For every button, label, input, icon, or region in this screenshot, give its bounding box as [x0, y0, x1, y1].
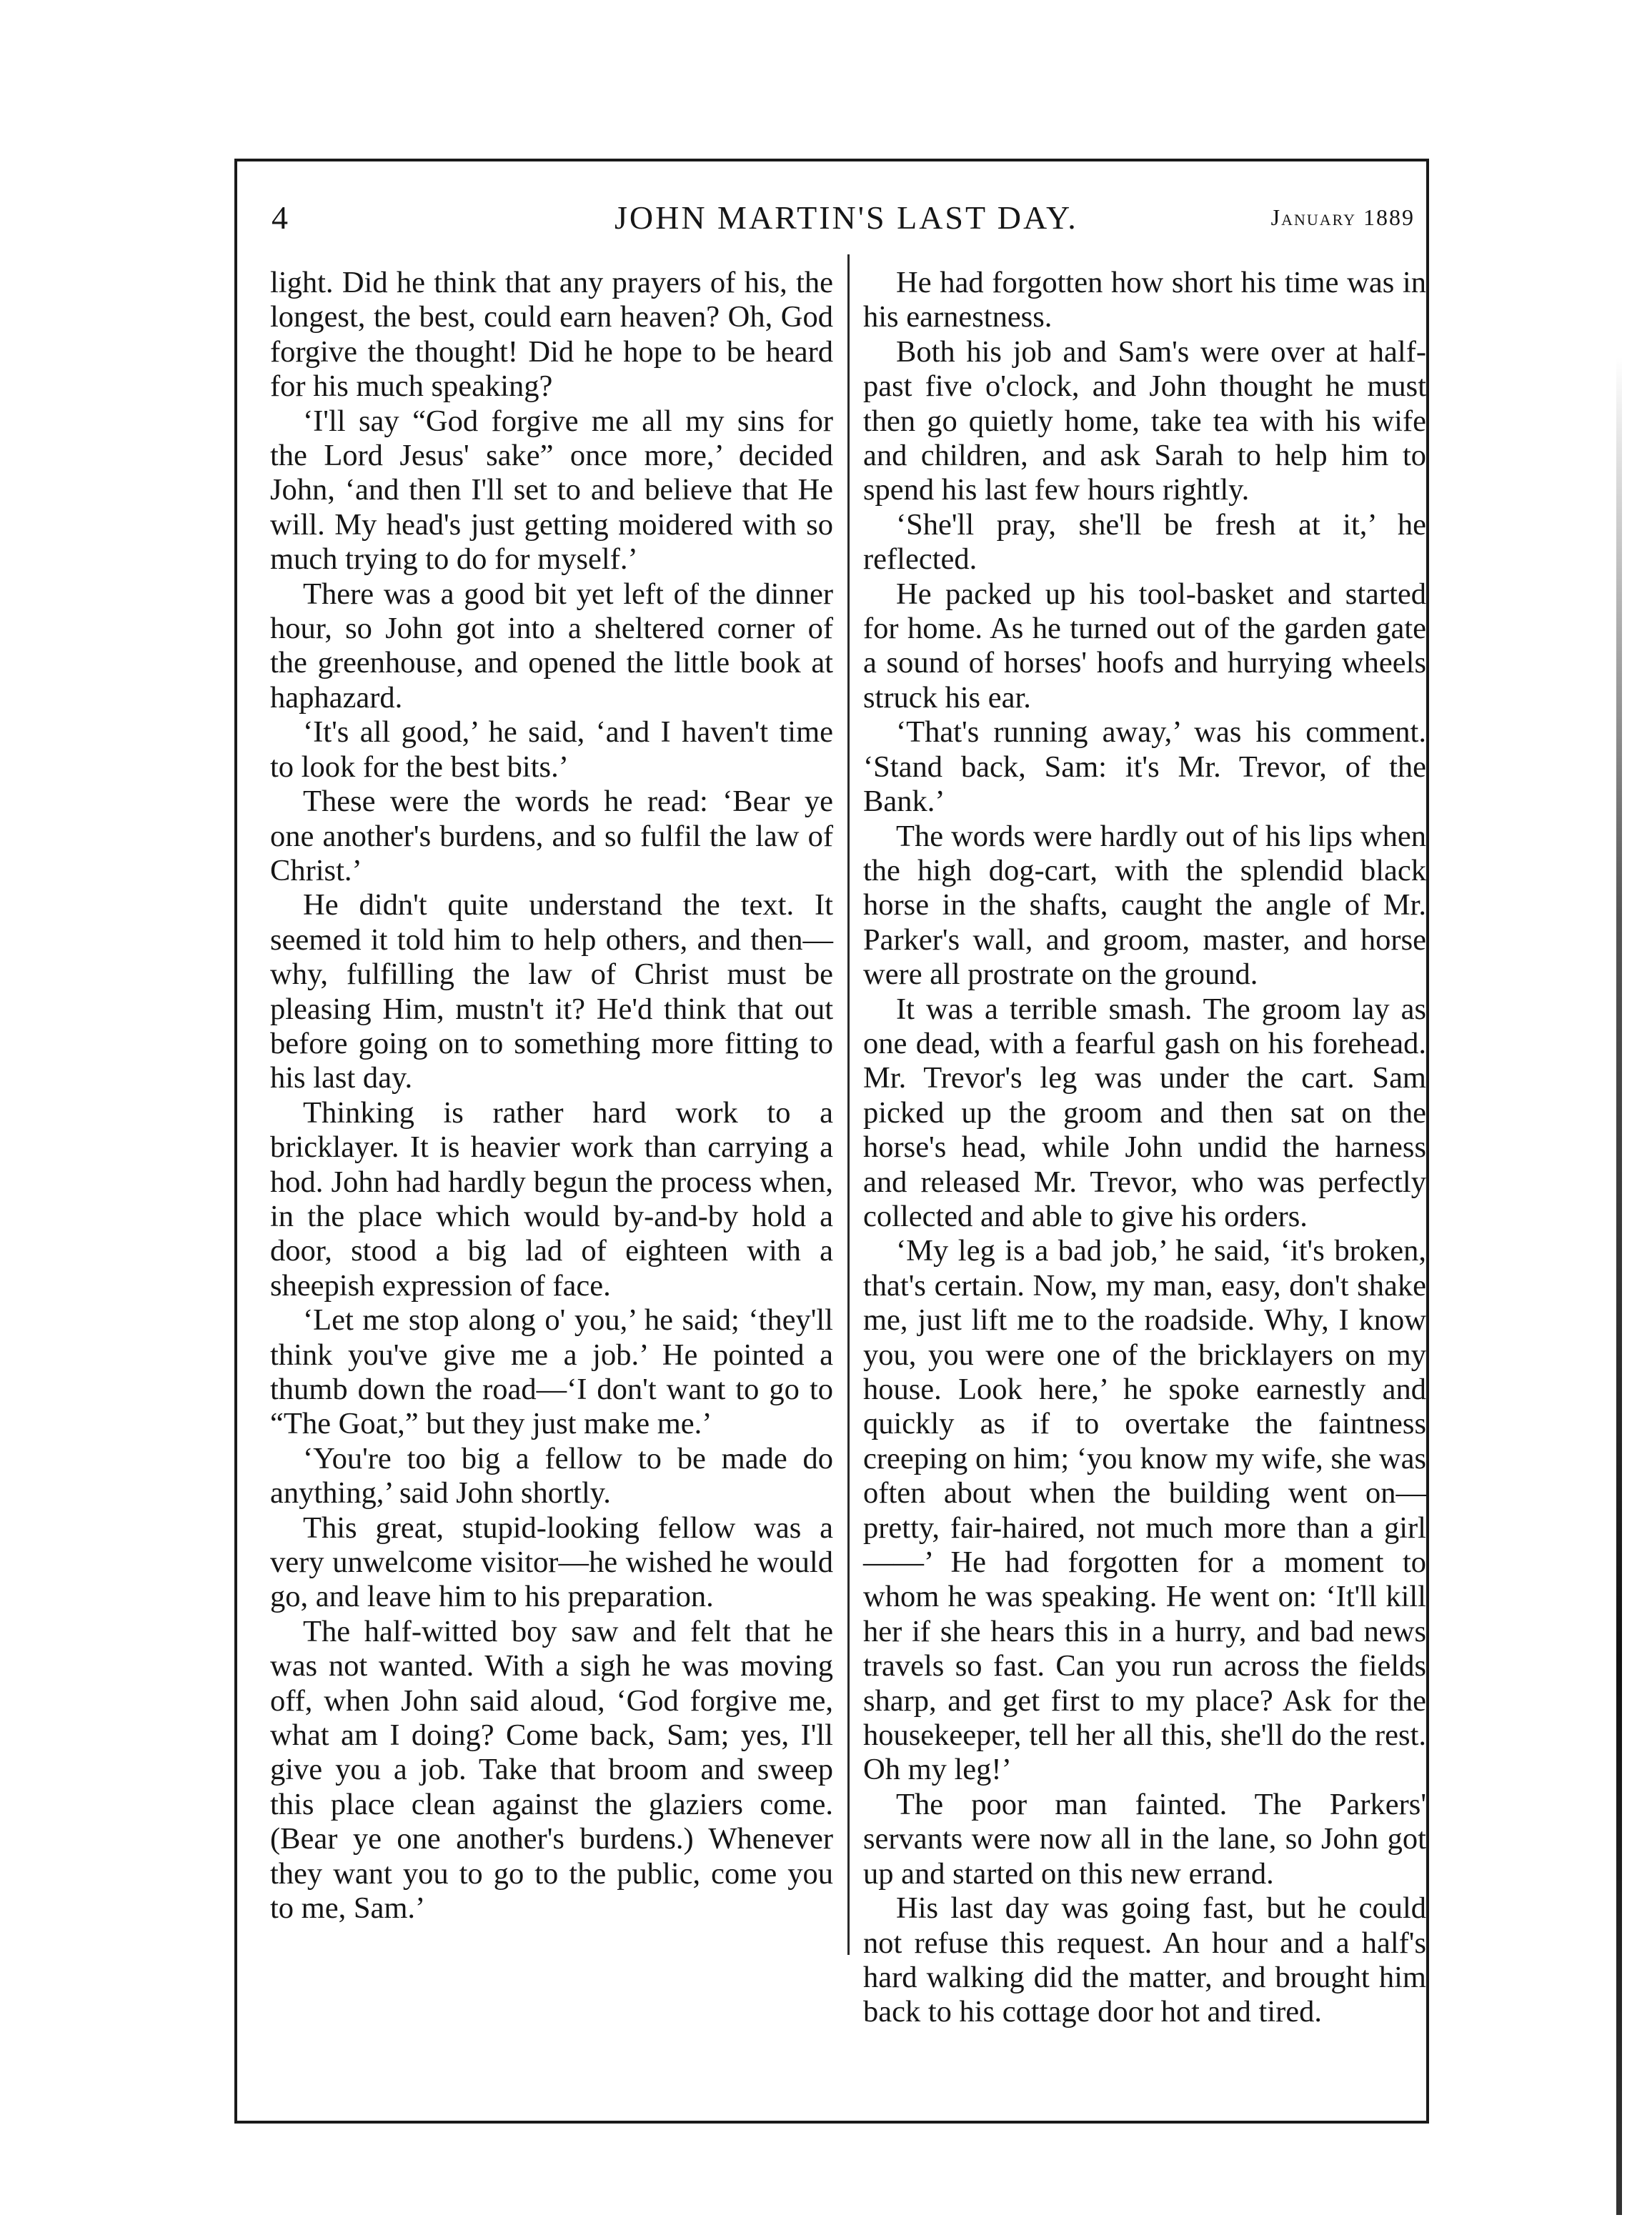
paragraph: This great, stupid-looking fellow was a very unwelcome visitor—he wished he would go, and leave him to his preparation.	[270, 1510, 833, 1614]
paragraph: ‘You're too big a fellow to be made do anything,’ said John shortly.	[270, 1441, 833, 1510]
paragraph: There was a good bit yet left of the dinner hour, so John got into a sheltered corner of the greenhouse, and opened the little book at haphazard.	[270, 577, 833, 715]
paragraph: The words were hardly out of his lips when the high dog-cart, with the splendid black horse in the shafts, caught the angle of Mr. Parker's wall, and groom, master, and horse were all prostrate on the ground.	[863, 819, 1426, 992]
right-column	[863, 266, 1426, 2030]
paragraph: ‘That's running away,’ was his comment. ‘Stand back, Sam: it's Mr. Trevor, of the Bank.’	[863, 715, 1426, 819]
running-title: JOHN MARTIN'S LAST DAY.	[614, 199, 1078, 236]
paragraph: ‘Let me stop along o' you,’ he said; ‘they'll think you've give me a job.’ He pointed a thumb down the road—‘I don't want to go to “The Goat,” but they just make me.’	[270, 1303, 833, 1441]
issue-date: January 1889	[1270, 204, 1415, 230]
paragraph: Thinking is rather hard work to a bricklayer. It is heavier work than carrying a hod. John had hardly begun the process when, in the place which would by-and-by hold a door, stood a big lad of eighteen with a sheepish expression of face.	[270, 1095, 833, 1303]
paragraph: He had forgotten how short his time was in his earnestness.	[863, 266, 1426, 334]
paragraph: light. Did he think that any prayers of his, the longest, the best, could earn heaven? Oh, God forgive the thought! Did he hope to be heard for his much speaking?	[270, 266, 833, 404]
paragraph: These were the words he read: ‘Bear ye one another's burdens, and so fulfil the law of Christ.’	[270, 785, 833, 887]
paragraph: He didn't quite understand the text. It seemed it told him to help others, and then—why, fulfilling the law of Christ must be pleasing Him, mustn't it? He'd think that out before going on to something more fitting to his last day.	[270, 888, 833, 1095]
paragraph: ‘I'll say “God forgive me all my sins for the Lord Jesus' sake” once more,’ decided John, ‘and then I'll set to and believe that He will. My head's just getting moidered with so much trying to do for myself.’	[270, 404, 833, 577]
paragraph: ‘She'll pray, she'll be fresh at it,’ he reflected.	[863, 507, 1426, 577]
paragraph: He packed up his tool-basket and started for home. As he turned out of the garden gate a sound of horses' hoofs and hurrying wheels struck his ear.	[863, 577, 1426, 715]
paragraph: ‘My leg is a bad job,’ he said, ‘it's broken, that's certain. Now, my man, easy, don't shake me, just lift me to the roadside. Why, I know you, you were one of the bricklayers on my house. Look here,’ he spoke earnestly and quickly as if to overtake the faintness creeping on him; ‘you know my wife, she was often about when the building went on—pretty, fair-haired, not much more than a girl——’ He had forgotten for a moment to whom he was speaking. He went on: ‘It'll kill her if she hears this in a hurry, and bad news travels so fast. Can you run across the fields sharp, and get first to my place? Ask for the housekeeper, tell her all this, she'll do the rest. Oh my leg!’	[863, 1234, 1426, 1787]
paragraph: Both his job and Sam's were over at half-past five o'clock, and John thought he must then go quietly home, take tea with his wife and children, and ask Sarah to help him to spend his last few hours rightly.	[863, 334, 1426, 507]
page-header	[272, 199, 1415, 242]
paragraph: The half-witted boy saw and felt that he was not wanted. With a sigh he was moving off, when John said aloud, ‘God forgive me, what am I doing? Come back, Sam; yes, I'll give you a job. Take that broom and sweep this place clean against the glaziers come. (Bear ye one another's burdens.) Whenever they want you to go to the public, come you to me, Sam.’	[270, 1614, 833, 1926]
binding-shadow	[1616, 357, 1622, 2215]
paragraph: It was a terrible smash. The groom lay as one dead, with a fearful gash on his forehead. Mr. Trevor's leg was under the cart. Sam picked up the groom and then sat on the horse's head, while John undid the harness and released Mr. Trevor, who was perfectly collected and able to give his orders.	[863, 992, 1426, 1233]
paragraph: His last day was going fast, but he could not refuse this request. An hour and a half's hard walking did the matter, and brought him back to his cottage door hot and tired.	[863, 1891, 1426, 2029]
left-column	[270, 266, 833, 1926]
paragraph: The poor man fainted. The Parkers' servants were now all in the lane, so John got up and started on this new errand.	[863, 1787, 1426, 1891]
paragraph: ‘It's all good,’ he said, ‘and I haven't time to look for the best bits.’	[270, 715, 833, 784]
page-number: 4	[272, 199, 288, 236]
column-divider	[847, 254, 850, 1955]
